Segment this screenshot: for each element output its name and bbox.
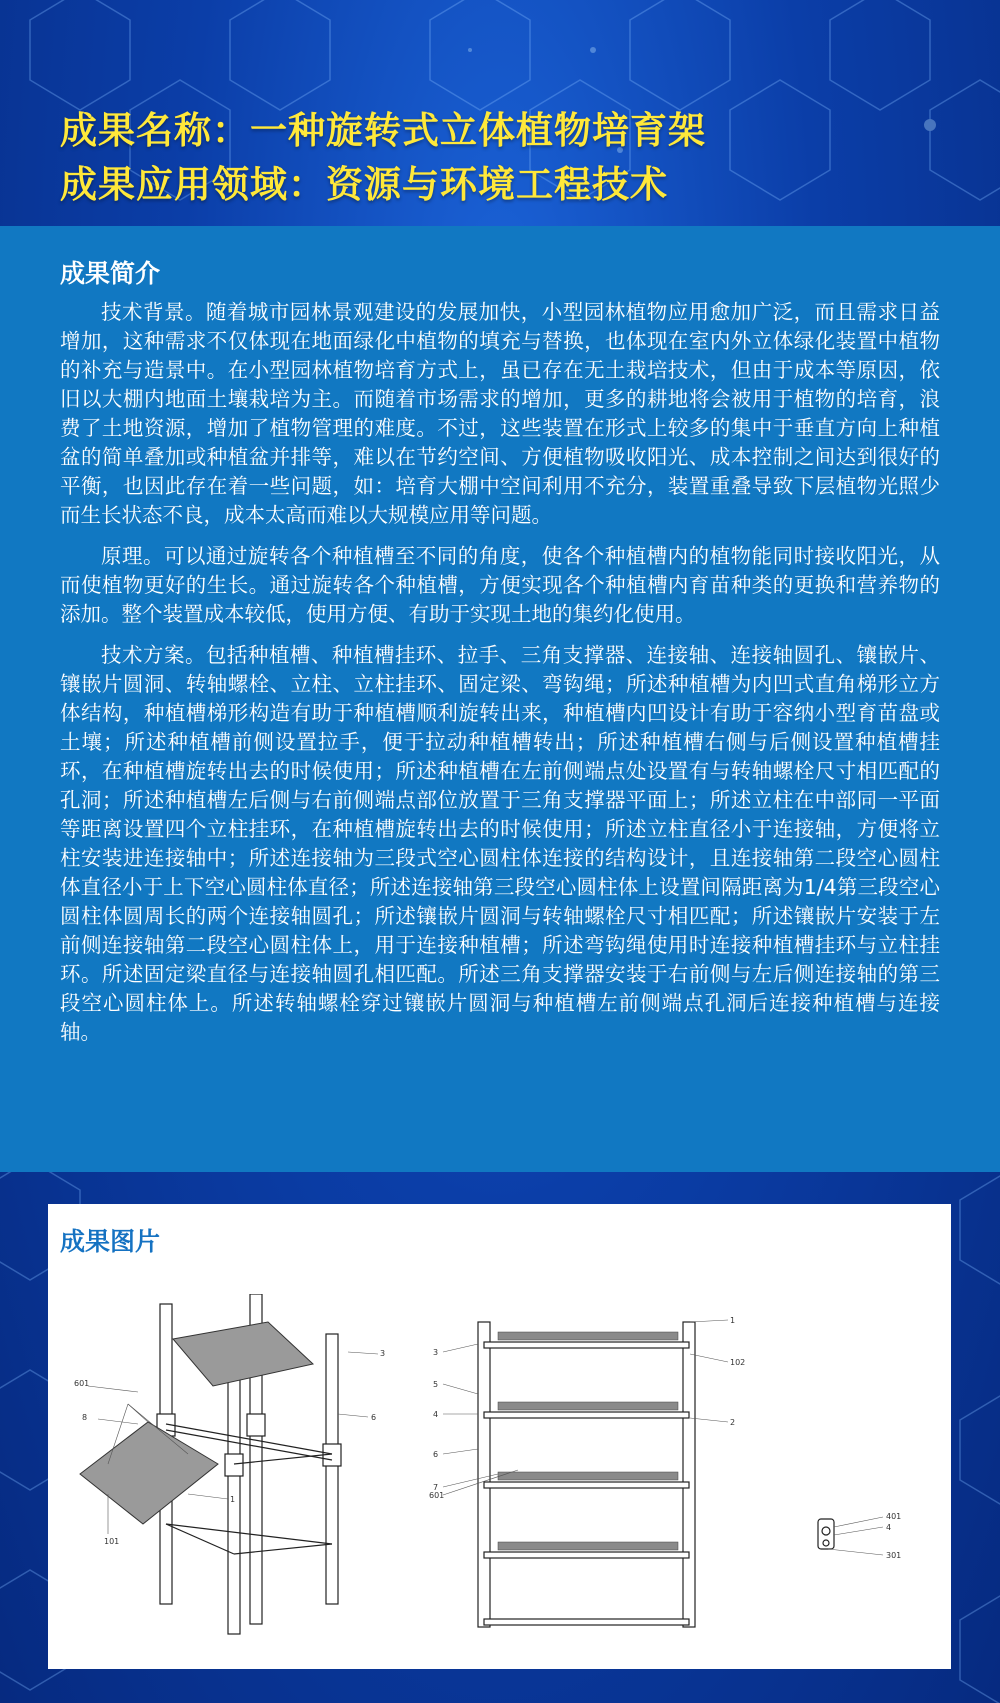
fig3-label-301: 301	[886, 1551, 902, 1560]
title-line-1: 成果名称：一种旋转式立体植物培育架	[60, 109, 706, 152]
fig2-label-7: 7	[433, 1483, 439, 1492]
fig1-label-601: 601	[74, 1379, 90, 1388]
figure-front-elevation	[428, 1314, 768, 1634]
fig1-label-1: 1	[230, 1495, 236, 1504]
fig2-label-5: 5	[433, 1380, 439, 1389]
fig2-label-1: 1	[730, 1316, 736, 1325]
figure-connector-detail	[808, 1509, 938, 1589]
paragraph-background: 技术背景。随着城市园林景观建设的发展加快，小型园林植物应用愈加广泛，而且需求日益增加，这种需求不仅体现在地面绿化中植物的填充与替换，也体现在室内外立体绿化装置中植物的补充与造景中。在小型园林植物培育方式上，虽已存在无土栽培技术，但由于成本等原因，依旧以大棚内地面土壤栽培为主。而随着市场需求的增加，更多的耕地将会被用于植物的培育，浪费了土地资源，增加了植物管理的难度。不过，这些装置在形式上较多的集中于垂直方向上种植盆的简单叠加或种植盆并排等，难以在节约空间、方便植物吸收阳光、成本控制之间达到很好的平衡，也因此存在着一些问题，如：培育大棚中空间利用不充分，装置重叠导致下层植物光照少而生长状态不良，成本太高而难以大规模应用等问题。	[60, 300, 940, 527]
fig1-label-3: 3	[380, 1349, 386, 1358]
fig2-label-6: 6	[433, 1450, 439, 1459]
paragraph-solution: 技术方案。包括种植槽、种植槽挂环、拉手、三角支撑器、连接轴、连接轴圆孔、镶嵌片、镶嵌片圆洞、转轴螺栓、立柱、立柱挂环、固定梁、弯钩绳；所述种植槽为内凹式直角梯形立方体结构，种植槽梯形构造有助于种植槽顺利旋转出来，种植槽内凹设计有助于容纳小型育苗盘或土壤；所述种植槽前侧设置拉手，便于拉动种植槽转出；所述种植槽右侧与后侧设置种植槽挂环，在种植槽旋转出去的时候使用；所述种植槽在左前侧端点处设置有与转轴螺栓尺寸相匹配的孔洞；所述种植槽左后侧与右前侧端点部位放置于三角支撑器平面上；所述立柱在中部同一平面等距离设置四个立柱挂环，在种植槽旋转出去的时候使用；所述立柱直径小于连接轴，方便将立柱安装进连接轴中；所述连接轴为三段式空心圆柱体连接的结构设计，且连接轴第二段空心圆柱体直径小于上下空心圆柱体直径；所述连接轴第三段空心圆柱体上设置间隔距离为1/4第三段空心圆柱体圆周长的两个连接轴圆孔；所述镶嵌片圆洞与转轴螺栓尺寸相匹配；所述镶嵌片安装于左前侧连接轴第二段空心圆柱体上，用于连接种植槽；所述弯钩绳使用时连接种植槽挂环与立柱挂环。所述固定梁直径与连接轴圆孔相匹配。所述三角支撑器安装于右前侧与左后侧连接轴的第三段空心圆柱体上。所述转轴螺栓穿过镶嵌片圆洞与种植槽左前侧端点孔洞后连接种植槽与连接轴。	[60, 643, 940, 1044]
fig2-label-4: 4	[433, 1410, 439, 1419]
header-banner	[0, 0, 1000, 226]
fig2-label-2: 2	[730, 1418, 736, 1427]
fig2-label-3: 3	[433, 1348, 439, 1357]
fig3-label-4: 4	[886, 1523, 892, 1532]
intro-heading: 成果简介	[60, 259, 161, 288]
page-title	[60, 104, 706, 212]
fig2-label-102: 102	[730, 1358, 746, 1367]
fig3-label-401: 401	[886, 1512, 902, 1521]
images-panel	[48, 1204, 951, 1669]
fig1-label-8: 8	[82, 1413, 88, 1422]
fig1-label-6: 6	[371, 1413, 377, 1422]
title-line-2: 成果应用领域：资源与环境工程技术	[60, 163, 668, 206]
figure-perspective-drawing	[68, 1294, 398, 1644]
fig1-label-101: 101	[104, 1537, 120, 1546]
fig2-label-601: 601	[429, 1491, 445, 1500]
intro-section	[0, 226, 1000, 1172]
paragraph-principle: 原理。可以通过旋转各个种植槽至不同的角度，使各个种植槽内的植物能同时接收阳光，从而使植物更好的生长。通过旋转各个种植槽，方便实现各个种植槽内育苗种类的更换和营养物的添加。整个装置成本较低，使用方便、有助于实现土地的集约化使用。	[60, 544, 940, 626]
images-heading: 成果图片	[60, 1227, 161, 1256]
intro-body	[60, 298, 940, 1059]
